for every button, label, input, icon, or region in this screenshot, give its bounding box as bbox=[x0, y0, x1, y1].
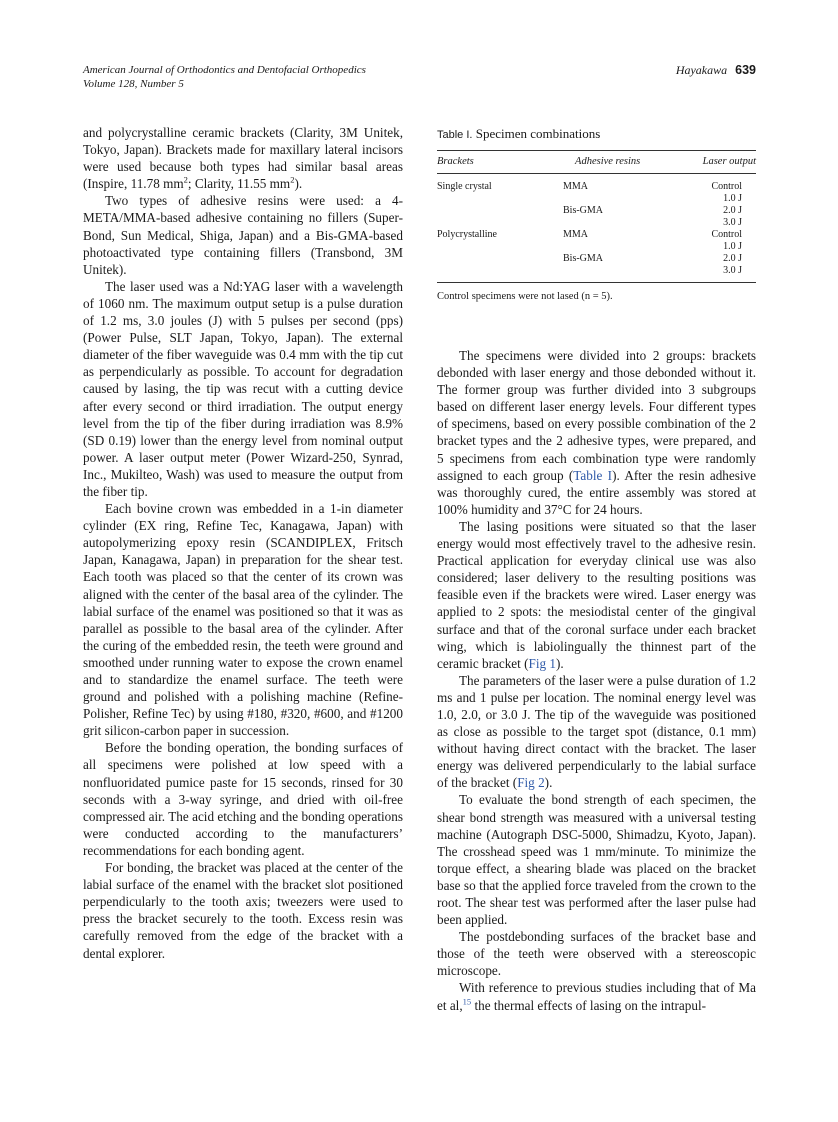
table-cell: Bis-GMA bbox=[563, 205, 604, 216]
paragraph: For bonding, the bracket was placed at the center of the labial surface of the enamel with the bracket slot positioned perpendicularly to the tooth axis; tweezers were used to press the bracket securely to the tooth. Excess resin was carefully removed from the edge of the bracket with a dental explorer. bbox=[83, 860, 403, 961]
table-cell bbox=[437, 217, 555, 229]
table-row bbox=[437, 241, 756, 253]
superscript: 2 bbox=[183, 174, 188, 185]
paragraph bbox=[437, 518, 756, 672]
paragraph: Two types of adhesive resins were used: a 4-META/MMA-based adhesive containing no fillers (Super-Bond, Sun Medical, Shiga, Japan) and a Bis-GMA-based photoactivated type containing fillers (Transbond, 3M Unitek). bbox=[83, 193, 403, 277]
table-cell bbox=[437, 253, 555, 265]
journal-volume: Volume 128, Number 5 bbox=[83, 78, 184, 90]
text-run: The specimens were divided into 2 groups: brackets debonded with laser energy and those debonded without it. The former group was further divided into 3 subgroups based on different laser energy levels. Four different types of specimens, based on every possible combination of the 2 bracket types and the 2 adhesive types, were prepared, and 5 specimens from each combination type were randomly assigned to each group ( bbox=[437, 348, 756, 483]
table-cell: 3.0 J bbox=[723, 217, 742, 228]
paragraph: To evaluate the bond strength of each specimen, the shear bond strength was measured with a universal testing machine (Autograph DSC-5000, Shimadzu, Kyoto, Japan). The crosshead speed was 1 mm/minute. To minimize the torque effect, a shearing blade was placed on the bracket base so that the applied force traveled from the crown to the root. The shear test was performed after the laser pulse had been applied. bbox=[437, 792, 756, 928]
text-run: ). bbox=[556, 655, 564, 671]
paragraph: Before the bonding operation, the bonding surfaces of all specimens were polished at low speed with a nonfluoridated pumice paste for 15 seconds, rinsed for 30 seconds with a 3-way syringe, and dried with oil-free compressed air. The acid etching and the bonding operations were conducted according to the manufacturers’ recommendations for each bonding agent. bbox=[83, 740, 403, 858]
table-reference-link[interactable]: Table I bbox=[573, 467, 613, 483]
table-title: Specimen combinations bbox=[475, 126, 601, 141]
table-cell: Bis-GMA bbox=[563, 253, 604, 264]
table-cell: MMA bbox=[563, 229, 589, 240]
table-row bbox=[437, 229, 756, 241]
left-column bbox=[83, 124, 403, 962]
table-cell: Control bbox=[711, 229, 742, 240]
paragraph: The laser used was a Nd:YAG laser with a wavelength of 1060 nm. The maximum output setup is a pulse duration of 1.2 ms, 3.0 joules (J) with 5 pulses per second (pps) (Power Pulse, SLT Japan, Tokyo, Japan). The external diameter of the fiber waveguide was 0.4 mm with the tip cut as perpendicularly as possible. To account for degradation caused by lasing, the tip was recut with a cutting device after every second or third irradiation. The output energy level from the tip of the fiber during irradiation was 8.9% (SD 0.19) lower than the energy level from nominal output power. A laser output meter (Power Wizard-250, Synrad, Inc., Mukilteo, Wash) was used to measure the output from the fiber tip. bbox=[83, 278, 403, 499]
page-info bbox=[676, 63, 756, 77]
table-row bbox=[437, 265, 756, 283]
table-row bbox=[437, 193, 756, 205]
table-header-brackets: Brackets bbox=[437, 151, 555, 174]
table-cell bbox=[437, 193, 555, 205]
table-cell: 1.0 J bbox=[723, 241, 742, 252]
table-cell: 2.0 J bbox=[723, 205, 742, 216]
table-cell: 3.0 J bbox=[660, 265, 756, 283]
text-run: the thermal effects of lasing on the intrapul- bbox=[471, 997, 706, 1013]
superscript: 2 bbox=[290, 174, 295, 185]
paragraph bbox=[437, 979, 756, 1013]
table-cell bbox=[555, 193, 660, 205]
table-cell: Single crystal bbox=[437, 181, 492, 192]
text-run: The parameters of the laser were a pulse duration of 1.2 ms and 1 pulse per location. The nominal energy level was 1.0, 2.0, or 3.0 J. The tip of the waveguide was positioned as close as possible to the target spot (distance, 0.1 mm) without having direct contact with the bracket. The laser energy was delivered perpendicularly to the labial surface of the bracket ( bbox=[437, 672, 756, 791]
table-caption bbox=[437, 125, 756, 144]
text-run: With reference to previous studies including that of Ma et al, bbox=[437, 980, 756, 1013]
journal-name: American Journal of Orthodontics and Dentofacial Orthopedics bbox=[83, 64, 366, 76]
page-number: 639 bbox=[735, 63, 756, 77]
table-cell: 2.0 J bbox=[723, 253, 742, 264]
table-row bbox=[437, 205, 756, 217]
table-cell bbox=[437, 205, 555, 217]
paragraph: Each bovine crown was embedded in a 1-in diameter cylinder (EX ring, Refine Tec, Kanagawa, Japan) with autopolymerizing epoxy resin (SCANDIPLEX, Fritsch Japan, Kanagawa, Japan) in preparation for the shear test. Each tooth was placed so that the center of its crown was aligned with the center of the basal area of the cylinder. The labial surface of the enamel was positioned so that it was as parallel as possible to the basal area of the cylinder. After the curing of the embedded resin, the teeth were ground and smoothed under running water to expose the crown enamel and to standardize the enamel surface. The teeth were ground and polished with a polishing machine (Refine-Polisher, Refine Tec) by using #180, #320, #600, and #1200 grit silicon-carbon paper in succession. bbox=[83, 501, 403, 739]
table-cell bbox=[437, 241, 555, 253]
table-header-adhesive: Adhesive resins bbox=[555, 151, 660, 174]
table-cell bbox=[555, 241, 660, 253]
text-run: ). bbox=[544, 775, 553, 791]
paragraph bbox=[83, 124, 403, 192]
table-cell: Polycrystalline bbox=[437, 229, 497, 240]
paragraph bbox=[437, 672, 756, 792]
table-cell: 1.0 J bbox=[723, 193, 742, 204]
table-cell bbox=[555, 265, 660, 283]
table bbox=[437, 150, 756, 283]
paragraph: The postdebonding surfaces of the bracket base and those of the teeth were observed with a stereoscopic microscope. bbox=[437, 929, 756, 979]
table-cell: MMA bbox=[563, 181, 589, 192]
text-run: The lasing positions were situated so that the laser energy would most effectively travel to the adhesive resin. Practical application for everyday clinical use was also considered; laser delivery to the resulting positions was feasible even if the brackets were wired. Laser energy was applied to 2 spots: the mesiodistal center of the gingival surface and that of the coronal surface under each bracket wing, which is labiolingually the thinnest part of the ceramic bracket ( bbox=[437, 518, 756, 671]
table-cell: Control bbox=[711, 181, 742, 192]
right-column bbox=[437, 347, 756, 1014]
table-label: Table I. bbox=[437, 129, 473, 141]
citation-link[interactable]: 15 bbox=[462, 996, 472, 1007]
table-row bbox=[437, 253, 756, 265]
running-author: Hayakawa bbox=[675, 63, 728, 77]
figure-reference-link[interactable]: Fig 2 bbox=[517, 775, 545, 791]
table-cell bbox=[437, 265, 555, 283]
table-cell bbox=[555, 217, 660, 229]
table-row bbox=[437, 174, 756, 194]
figure-reference-link[interactable]: Fig 1 bbox=[528, 655, 556, 671]
table-row bbox=[437, 217, 756, 229]
text-run: ; Clarity, 11.55 mm bbox=[187, 176, 291, 192]
table-footnote: Control specimens were not lased (n = 5). bbox=[437, 291, 613, 302]
paragraph bbox=[437, 347, 756, 518]
running-header bbox=[83, 63, 756, 91]
text-run: and polycrystalline ceramic brackets (Clarity, 3M Unitek, Tokyo, Japan). Brackets made for maxillary lateral incisors were used because both types had similar basal areas (Inspire, 11.78 mm bbox=[83, 125, 403, 192]
table-header-laser: Laser output bbox=[660, 151, 756, 174]
text-run: ). After the resin adhesive was thoroughly cured, the entire assembly was stored at 100% humidity and 37°C for 24 hours. bbox=[437, 467, 756, 517]
text-run: ). bbox=[294, 176, 303, 192]
specimen-table bbox=[437, 125, 756, 302]
